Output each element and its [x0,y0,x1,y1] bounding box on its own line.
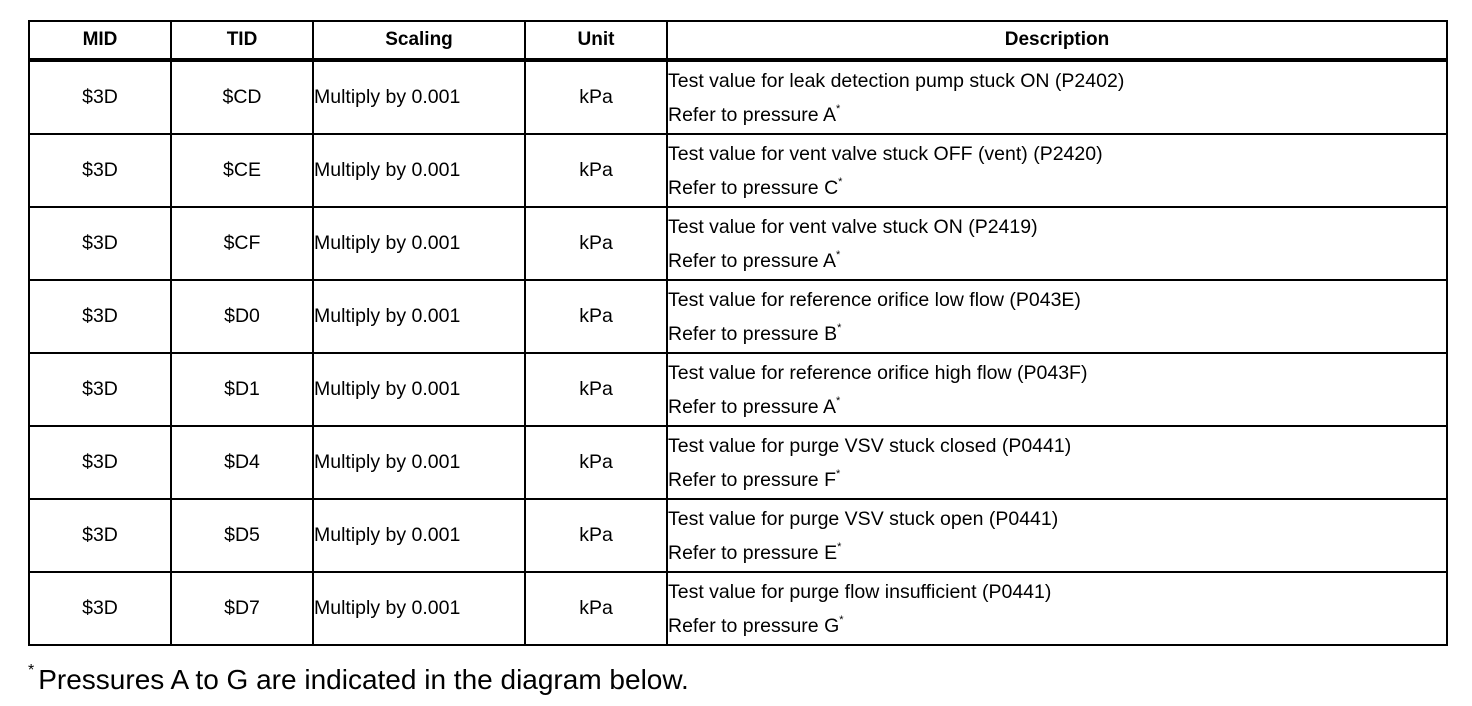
cell-tid: $D4 [171,426,313,499]
description-line: Test value for vent valve stuck OFF (vent) (P2420) [668,142,1103,165]
header-unit: Unit [525,21,667,60]
reference-text: Refer to pressure G [668,614,840,637]
table-row [29,60,1447,134]
asterisk-mark: * [837,321,842,334]
table-row [29,572,1447,645]
cell-unit: kPa [525,280,667,353]
reference-text: Refer to pressure F [668,468,836,491]
header-scaling: Scaling [313,21,525,60]
cell-scaling: Multiply by 0.001 [313,60,525,134]
header-tid: TID [171,21,313,60]
asterisk-mark: * [839,613,844,626]
description-reference [668,171,1446,205]
cell-unit: kPa [525,426,667,499]
table-body [29,60,1447,645]
asterisk-mark: * [837,540,842,553]
cell-unit: kPa [525,134,667,207]
description-reference [668,317,1446,351]
cell-unit: kPa [525,353,667,426]
footnote-asterisk: * [28,662,35,679]
reference-text: Refer to pressure A [668,395,836,418]
cell-description [667,426,1447,499]
cell-description [667,134,1447,207]
description-line: Test value for vent valve stuck ON (P2419) [668,215,1038,238]
reference-text: Refer to pressure A [668,249,836,272]
cell-unit: kPa [525,207,667,280]
description-line: Test value for reference orifice low flow (P043E) [668,288,1081,311]
cell-description [667,60,1447,134]
monitor-test-table [28,20,1448,646]
cell-mid: $3D [29,499,171,572]
description-line: Test value for purge VSV stuck open (P0441) [668,507,1059,530]
asterisk-mark: * [836,248,841,261]
table-row [29,426,1447,499]
asterisk-mark: * [836,102,841,115]
description-line: Test value for leak detection pump stuck ON (P2402) [668,69,1125,92]
table-header [29,21,1447,60]
header-mid: MID [29,21,171,60]
reference-text: Refer to pressure A [668,103,836,126]
footnote-text: Pressures A to G are indicated in the diagram below. [38,664,689,695]
cell-mid: $3D [29,353,171,426]
cell-mid: $3D [29,280,171,353]
description-reference [668,609,1446,643]
asterisk-mark: * [835,467,841,480]
asterisk-mark: * [838,175,843,188]
cell-mid: $3D [29,207,171,280]
cell-tid: $D5 [171,499,313,572]
cell-scaling: Multiply by 0.001 [313,426,525,499]
cell-mid: $3D [29,60,171,134]
table-row [29,134,1447,207]
cell-tid: $CE [171,134,313,207]
description-reference [668,390,1446,424]
cell-scaling: Multiply by 0.001 [313,353,525,426]
table-row [29,499,1447,572]
cell-unit: kPa [525,499,667,572]
table-row [29,353,1447,426]
cell-scaling: Multiply by 0.001 [313,280,525,353]
description-reference [668,463,1446,497]
cell-mid: $3D [29,134,171,207]
reference-text: Refer to pressure E [668,541,838,564]
footnote [28,664,689,696]
cell-description [667,353,1447,426]
cell-description [667,499,1447,572]
description-reference [668,98,1446,132]
description-line: Test value for purge VSV stuck closed (P0441) [668,434,1072,457]
cell-scaling: Multiply by 0.001 [313,499,525,572]
cell-tid: $D0 [171,280,313,353]
description-reference [668,536,1446,570]
cell-unit: kPa [525,572,667,645]
reference-text: Refer to pressure B [668,322,838,345]
cell-scaling: Multiply by 0.001 [313,207,525,280]
cell-mid: $3D [29,426,171,499]
cell-scaling: Multiply by 0.001 [313,134,525,207]
cell-tid: $D7 [171,572,313,645]
description-reference [668,244,1446,278]
description-line: Test value for reference orifice high flow (P043F) [668,361,1088,384]
cell-description [667,207,1447,280]
table-row [29,280,1447,353]
cell-unit: kPa [525,60,667,134]
cell-tid: $CF [171,207,313,280]
cell-tid: $CD [171,60,313,134]
cell-tid: $D1 [171,353,313,426]
cell-scaling: Multiply by 0.001 [313,572,525,645]
table-row [29,207,1447,280]
header-description: Description [667,21,1447,60]
cell-description [667,572,1447,645]
reference-text: Refer to pressure C [668,176,839,199]
cell-mid: $3D [29,572,171,645]
cell-description [667,280,1447,353]
asterisk-mark: * [836,394,841,407]
header-row [29,21,1447,60]
description-line: Test value for purge flow insufficient (P0441) [668,580,1052,603]
